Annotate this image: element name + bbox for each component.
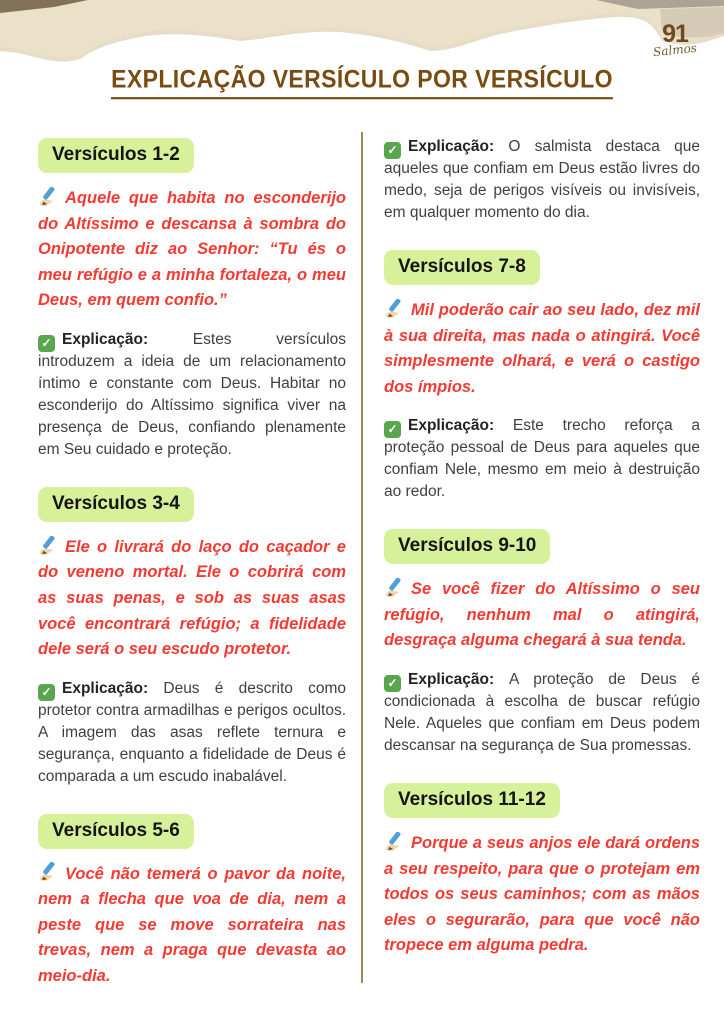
verse-text: Mil poderão cair ao seu lado, dez mil à sua direita, mas nada o atingirá. Você simplesmente olhará, e verá o castigo dos ímpios.	[384, 301, 700, 396]
check-icon: ✓	[384, 421, 401, 438]
right-column	[384, 130, 700, 974]
explanation-paragraph	[38, 329, 346, 461]
verse-quote	[38, 535, 346, 663]
verse-quote	[384, 831, 700, 959]
verse-section-heading: Versículos 1-2	[38, 138, 194, 173]
verse-quote	[38, 186, 346, 314]
left-column	[38, 130, 346, 1004]
explanation-text: O salmista destaca que aqueles que confiam em Deus estão livres do medo, seja de perigos visíveis ou invisíveis, em qualquer momento do dia.	[384, 138, 700, 221]
torn-paper-header	[0, 0, 724, 72]
page-title: EXPLICAÇÃO VERSÍCULO POR VERSÍCULO	[0, 66, 724, 98]
verse-text: Você não temerá o pavor da noite, nem a flecha que voa de dia, nem a peste que se move sorrateira nas trevas, nem a praga que devasta ao meio-dia.	[38, 864, 346, 985]
column-divider	[361, 132, 363, 983]
explanation-label: Explicação:	[62, 679, 164, 697]
writing-hand-icon	[38, 536, 59, 554]
explanation-label: Explicação:	[408, 670, 509, 688]
explanation-text: Deus é descrito como protetor contra armadilhas e perigos ocultos. A imagem das asas reflete ternura e segurança, enquanto a fidelidade de Deus é comparada a um escudo inabalável.	[38, 679, 346, 785]
writing-hand-icon	[384, 832, 405, 850]
explanation-paragraph	[38, 678, 346, 788]
explanation-paragraph	[384, 669, 700, 757]
verse-quote	[38, 862, 346, 990]
explanation-text: Este trecho reforça a proteção pessoal de Deus para aqueles que confiam Nele, mesmo em meio à destruição ao redor.	[384, 417, 700, 501]
explanation-label: Explicação:	[62, 330, 193, 348]
writing-hand-icon	[38, 187, 59, 205]
writing-hand-icon	[38, 862, 59, 880]
verse-section-heading: Versículos 3-4	[38, 487, 194, 522]
verse-quote	[384, 298, 700, 400]
check-icon: ✓	[38, 684, 55, 701]
verse-section-heading: Versículos 9-10	[384, 529, 550, 564]
explanation-paragraph	[384, 136, 700, 224]
writing-hand-icon	[384, 299, 405, 317]
logo-91-salmos	[640, 20, 710, 60]
logo-script: Salmos	[652, 40, 698, 60]
explanation-text: A proteção de Deus é condicionada à escolha de buscar refúgio Nele. Aqueles que confiam em Deus podem descansar na segurança de Sua promessas.	[384, 670, 700, 754]
verse-section-heading: Versículos 11-12	[384, 783, 560, 818]
check-icon: ✓	[384, 142, 401, 159]
check-icon: ✓	[384, 675, 401, 692]
verse-section-heading: Versículos 7-8	[384, 250, 540, 285]
explanation-paragraph	[384, 415, 700, 503]
explanation-label: Explicação:	[408, 138, 509, 155]
explanation-label: Explicação:	[408, 417, 513, 435]
verse-text: Se você fizer do Altíssimo o seu refúgio, nenhum mal o atingirá, desgraça alguma chegará à sua tenda.	[384, 580, 700, 650]
verse-text: Aquele que habita no esconderijo do Altíssimo e descansa à sombra do Onipotente diz ao Senhor: “Tu és o meu refúgio e a minha fortaleza, o meu Deus, em quem confio.”	[38, 189, 346, 310]
verse-quote	[384, 577, 700, 654]
verse-section-heading: Versículos 5-6	[38, 814, 194, 849]
logo-number: 91	[662, 20, 688, 48]
explanation-text: Estes versículos introduzem a ideia de um relacionamento íntimo e constante com Deus. Habitar no esconderijo do Altíssimo significa viver na presença de Deus, confiando plenamente em Seu cuidado e proteção.	[38, 330, 346, 458]
writing-hand-icon	[384, 578, 405, 596]
verse-text: Ele o livrará do laço do caçador e do veneno mortal. Ele o cobrirá com as suas penas, e sob as suas asas você encontrará refúgio; a fidelidade dele será o seu escudo protetor.	[38, 537, 346, 659]
check-icon: ✓	[38, 335, 55, 352]
verse-text: Porque a seus anjos ele dará ordens a seu respeito, para que o protejam em todos os seus caminhos; com as mãos eles o segurarão, para que você não tropece em alguma pedra.	[384, 833, 700, 955]
